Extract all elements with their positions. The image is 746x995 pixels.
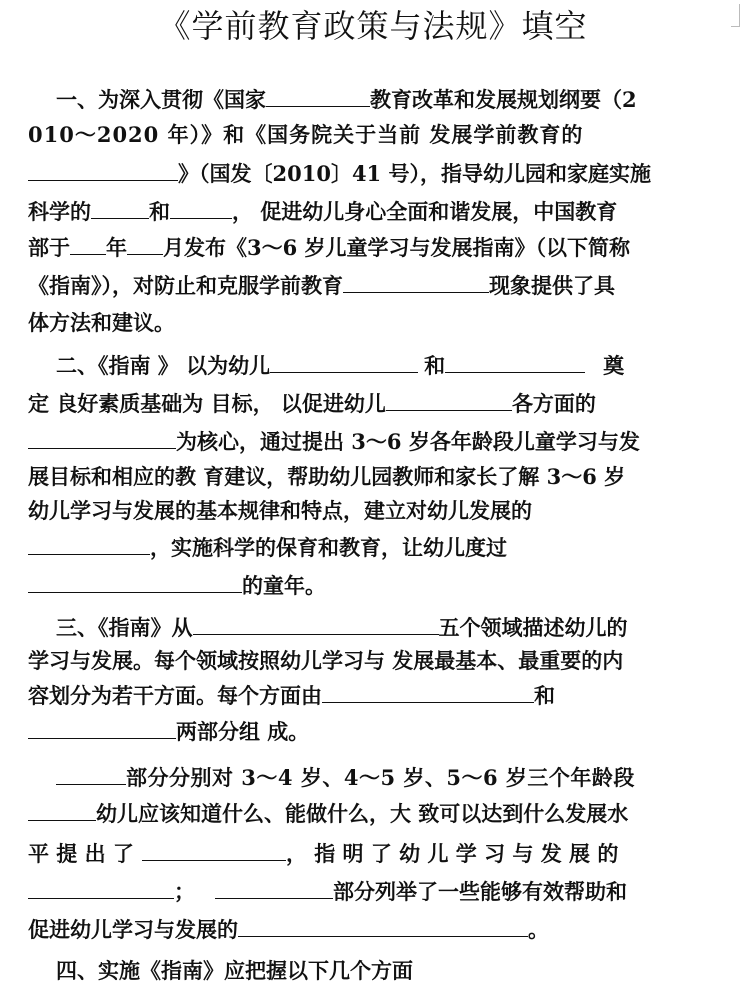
fill-in-blank[interactable] (215, 876, 333, 899)
paragraph-1-line-4 (28, 196, 617, 226)
document-title: 《学前教育政策与法规》填空 (158, 7, 588, 45)
text-run: 的童年。 (242, 573, 326, 598)
paragraph-3b-line-3 (28, 838, 618, 868)
fill-in-blank[interactable] (266, 84, 370, 107)
fill-in-blank[interactable] (445, 350, 585, 373)
text-run: ， 促进幼儿身心全面和谐发展，中国教育 (232, 199, 618, 224)
text-run: 部分列举了一些能够有效帮助和 (333, 879, 627, 904)
text-run: 科学的 (28, 199, 91, 224)
text-run: 部于 (28, 235, 70, 260)
text-run: ，实施科学的保育和教育，让幼儿度过 (150, 535, 507, 560)
fill-in-blank[interactable] (238, 914, 528, 937)
fill-in-blank[interactable] (28, 716, 176, 739)
text-run: 四、实施《指南》应把握以下几个方面 (56, 958, 413, 983)
paragraph-1-line-5 (28, 232, 630, 262)
paragraph-2-line-4 (28, 462, 625, 492)
text-run: 二、《指南 》 以为幼儿 (56, 353, 271, 378)
paragraph-1-line-7 (28, 308, 175, 338)
fill-in-blank[interactable] (91, 196, 149, 219)
paragraph-2-line-1 (28, 350, 624, 380)
fill-in-blank[interactable] (142, 838, 286, 861)
paragraph-4-line-1 (28, 956, 413, 986)
fill-in-blank[interactable] (28, 158, 178, 181)
text-run: 奠 (603, 353, 625, 378)
paragraph-3-line-1 (28, 612, 628, 642)
text-run: 各方面的 (511, 391, 596, 416)
text-run: 年 (106, 235, 127, 260)
text-run: ； (174, 879, 195, 904)
fill-in-blank[interactable] (343, 270, 489, 293)
fill-in-blank[interactable] (322, 680, 534, 703)
fill-in-blank[interactable] (56, 762, 126, 785)
text-run: ， 指 明 了 幼 儿 学 习 与 发 展 的 (285, 841, 619, 866)
paragraph-3b-line-4 (28, 876, 627, 906)
text-run: 学习与发展。每个领域按照幼儿学习与 发展最基本、最重要的内 (28, 648, 624, 673)
text-run: 平 提 出 了 (28, 841, 134, 866)
text-run: 为核心，通过提出 3～6 岁各年龄段儿童学习与发 (176, 429, 640, 454)
text-run: 和 (149, 199, 170, 224)
paragraph-3b-line-1 (28, 762, 635, 792)
fill-in-blank[interactable] (28, 532, 150, 555)
text-run: 010～2020 年）》和《国务院关于当前 发展学前教育的 (28, 122, 584, 147)
fill-in-blank[interactable] (28, 570, 242, 593)
text-run: 定 良好素质基础为 目标， 以促进幼儿 (28, 391, 386, 416)
text-run: 幼儿学习与发展的基本规律和特点，建立对幼儿发展的 (28, 498, 532, 523)
text-run: 体方法和建议。 (28, 310, 175, 335)
paragraph-2-line-2 (28, 388, 596, 418)
text-run: 促进幼儿学习与发展的 (28, 917, 238, 942)
paragraph-2-line-7 (28, 570, 326, 600)
text-run: 容划分为若干方面。每个方面由 (28, 683, 322, 708)
paragraph-1-line-6 (28, 270, 615, 300)
fill-in-blank[interactable] (70, 232, 106, 255)
text-run: 和 (534, 683, 555, 708)
text-run: 展目标和相应的教 育建议，帮助幼儿园教师和家长了解 3～6 岁 (28, 464, 626, 489)
paragraph-3b-line-2 (28, 798, 628, 828)
text-run: 《指南》），对防止和克服学前教育 (28, 273, 343, 298)
paragraph-1-line-3 (28, 158, 651, 188)
paragraph-1-line-2 (28, 120, 700, 150)
text-run: 部分分别对 3～4 岁、4～5 岁、5～6 岁三个年龄段 (126, 765, 635, 790)
fill-in-blank[interactable] (28, 876, 174, 899)
paragraph-2-line-5 (28, 496, 532, 526)
text-run: 和 (424, 353, 446, 378)
text-run: 》（国发〔2010〕41 号），指导幼儿园和家庭实施 (178, 161, 651, 186)
paragraph-3-line-2 (28, 646, 623, 676)
text-run: 现象提供了具 (489, 273, 615, 298)
fill-in-blank[interactable] (170, 196, 232, 219)
fill-in-blank[interactable] (28, 798, 96, 821)
paragraph-3-line-4 (28, 716, 309, 746)
paragraph-2-line-6 (28, 532, 507, 562)
fill-in-blank[interactable] (270, 350, 418, 373)
fill-in-blank[interactable] (386, 388, 512, 411)
fill-in-blank[interactable] (28, 426, 176, 449)
fill-in-blank[interactable] (127, 232, 163, 255)
text-run: 五个领域描述幼儿的 (438, 615, 628, 640)
paragraph-2-line-3 (28, 426, 640, 456)
text-run: 两部分组 成。 (176, 719, 310, 744)
text-run: 一、为深入贯彻《国家 (56, 87, 266, 112)
text-run: 月发布《3～6 岁儿童学习与发展指南》（以下简称 (163, 235, 631, 260)
paragraph-1-line-1 (28, 84, 637, 114)
text-run: 教育改革和发展规划纲要（2 (370, 87, 637, 112)
fill-in-blank[interactable] (193, 612, 439, 635)
text-run: 三、《指南》从 (56, 615, 193, 640)
paragraph-3-line-3 (28, 680, 555, 710)
paragraph-3b-line-5 (28, 914, 549, 944)
text-run: 。 (528, 917, 549, 942)
text-run: 幼儿应该知道什么、能做什么，大 致可以达到什么发展水 (96, 801, 629, 826)
